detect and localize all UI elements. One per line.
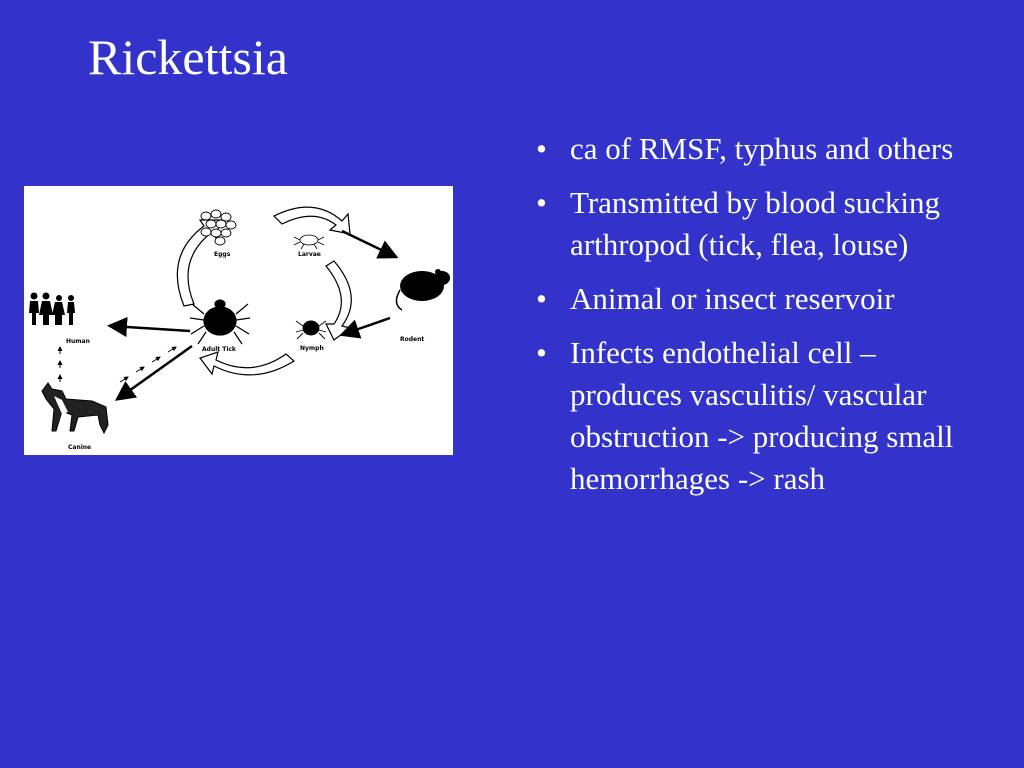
rodent-to-nymph-arrow (344, 318, 390, 334)
eggs-label: Eggs (214, 251, 231, 258)
larvae-label: Larvae (298, 251, 321, 258)
human-label: Human (66, 338, 90, 345)
bullet-dot: • (536, 131, 547, 166)
bullet-text: Transmitted by blood sucking arthropod (tick, flea, louse) (570, 185, 941, 262)
tick-life-cycle-figure (24, 186, 453, 455)
bullet-dot: • (536, 185, 547, 220)
nymph-label: Nymph (300, 345, 324, 352)
larvae-to-rodent-arrow (342, 231, 394, 256)
rodent-label: Rodent (400, 336, 425, 343)
canine-icon (42, 383, 108, 433)
human-family-icon (29, 293, 75, 326)
bullet-item (532, 128, 972, 170)
canine-label: Canine (68, 444, 92, 451)
nymph-icon (296, 321, 326, 339)
bullet-item (532, 332, 972, 500)
cycle-arrow-top (274, 207, 350, 234)
bullet-list (532, 128, 972, 512)
tick-to-human-arrow (112, 326, 190, 331)
larvae-icon (294, 235, 324, 249)
adult-tick-icon (190, 300, 250, 344)
bullet-dot: • (536, 335, 547, 370)
adult-tick-label: Adult Tick (202, 346, 236, 353)
cycle-arrow-bottom (200, 352, 294, 375)
rodent-icon (396, 269, 450, 310)
cycle-arrow-right (326, 261, 351, 340)
tick-to-canine-arrow (119, 346, 192, 398)
bullet-text: Animal or insect reservoir (570, 281, 895, 316)
slide-title: Rickettsia (88, 29, 288, 85)
canine-to-human-small-arrows (60, 347, 176, 382)
bullet-item (532, 278, 972, 320)
bullet-dot: • (536, 281, 547, 316)
life-cycle-diagram (24, 186, 453, 455)
bullet-text: Infects endothelial cell – produces vasculitis/ vascular obstruction -> producing small hemorrhages -> rash (570, 335, 954, 496)
bullet-item (532, 182, 972, 266)
bullet-text: ca of RMSF, typhus and others (570, 131, 954, 166)
